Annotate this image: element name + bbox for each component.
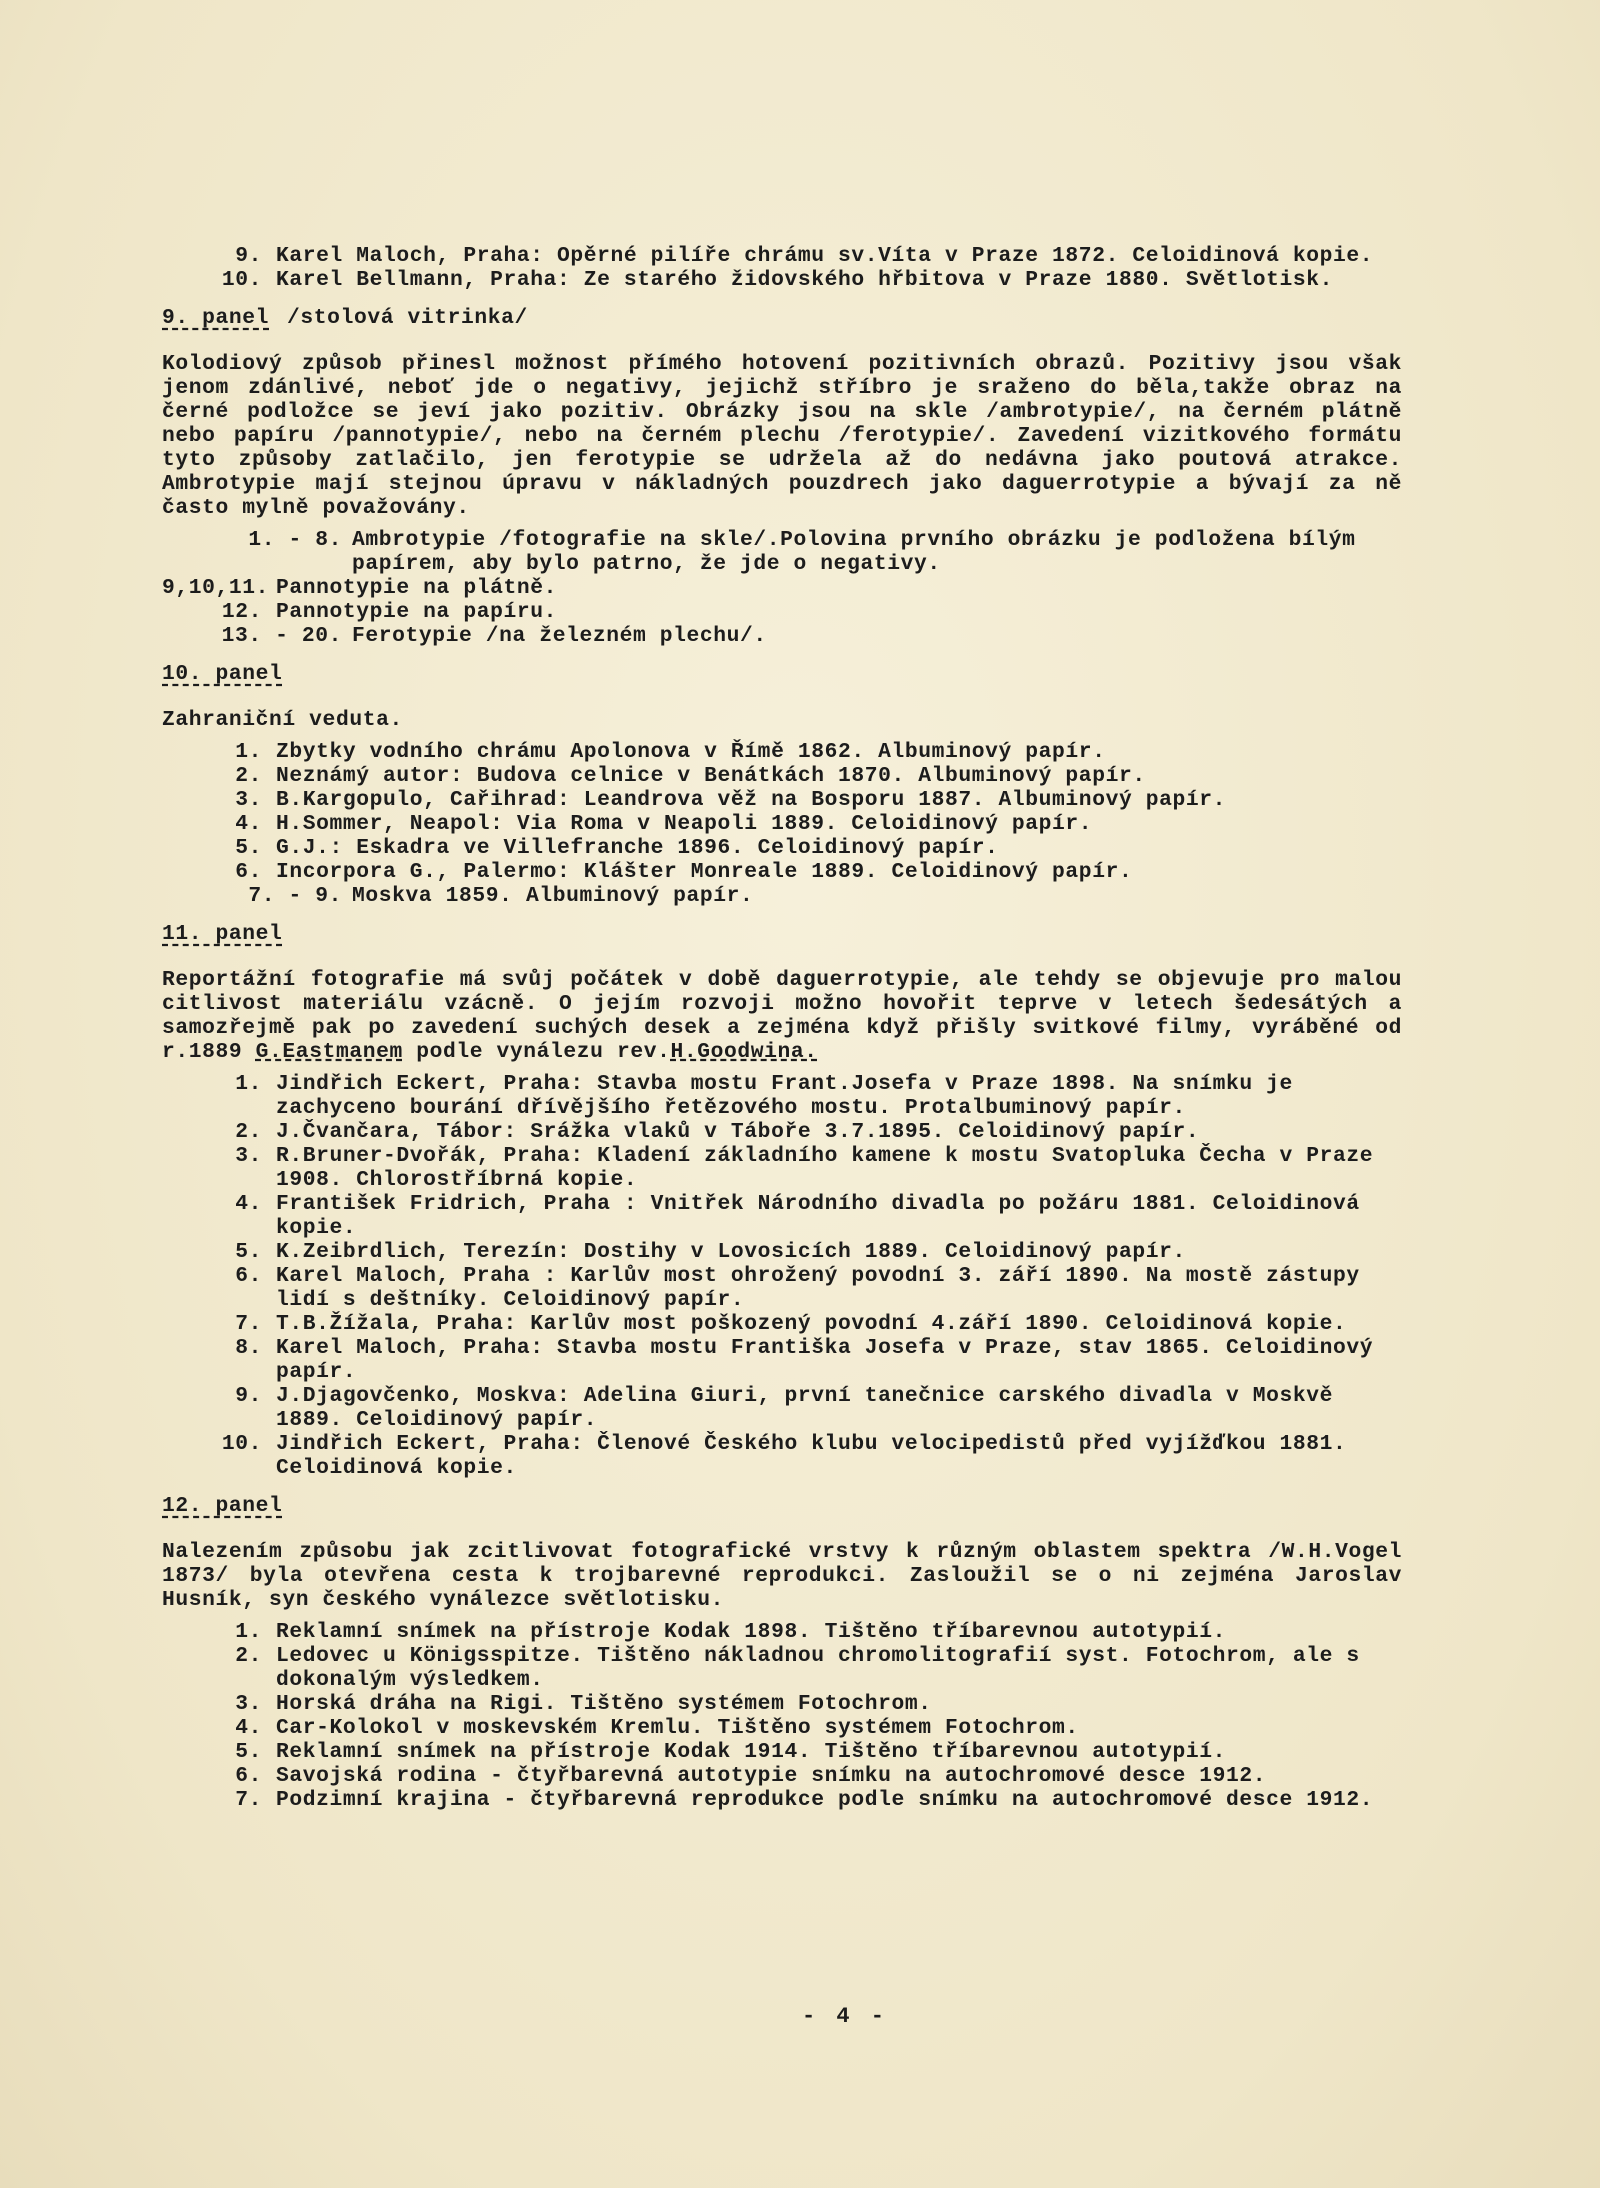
item-number: 8. (235, 1336, 262, 1360)
item-number: 10. (221, 1432, 262, 1456)
list-item (162, 1120, 1402, 1144)
item-text: Jindřich Eckert, Praha: Členové Českého klubu velocipedistů před vyjížďkou 1881. Celoidinová kopie. (276, 1432, 1347, 1480)
panel-12-list (162, 1620, 1402, 1812)
item-number: 13. - 20. (221, 624, 342, 648)
item-number: 2. (235, 1120, 262, 1144)
item-number: 10. (221, 268, 262, 292)
panel-12-heading: 12. panel (162, 1494, 283, 1518)
item-number: 7. - 9. (248, 884, 342, 908)
item-text: František Fridrich, Praha : Vnitřek Národního divadla po požáru 1881. Celoidinová kopie. (276, 1192, 1360, 1240)
item-text: Neznámý autor: Budova celnice v Benátkách 1870. Albuminový papír. (276, 764, 1146, 788)
item-number: 6. (235, 1264, 262, 1288)
item-text: Pannotypie na plátně. (276, 576, 557, 600)
item-text: Ferotypie /na železném plechu/. (352, 624, 767, 648)
item-number: 3. (235, 788, 262, 812)
list-item (162, 244, 1402, 268)
goodwin-name: H.Goodwina. (670, 1040, 818, 1064)
list-item (162, 884, 1402, 908)
item-number: 7. (235, 1312, 262, 1336)
item-text: Jindřich Eckert, Praha: Stavba mostu Frant.Josefa v Praze 1898. Na snímku je zachyceno bourání dřívějšího řetězového mostu. Protalbuminový papír. (276, 1072, 1293, 1120)
list-item (162, 1716, 1402, 1740)
item-number: 4. (235, 1192, 262, 1216)
item-number: 1. (235, 1620, 262, 1644)
item-number: 3. (235, 1692, 262, 1716)
item-number: 1. (235, 740, 262, 764)
list-item (162, 528, 1402, 576)
list-item (162, 788, 1402, 812)
paragraph-text: podle vynálezu rev. (402, 1040, 671, 1064)
list-item (162, 740, 1402, 764)
list-item (162, 1240, 1402, 1264)
list-item (162, 1740, 1402, 1764)
item-text: B.Kargopulo, Cařihrad: Leandrova věž na Bosporu 1887. Albuminový papír. (276, 788, 1226, 812)
item-text: Karel Maloch, Praha: Stavba mostu Františka Josefa v Praze, stav 1865. Celoidinový papír. (276, 1336, 1374, 1384)
panel-9-heading (162, 306, 1402, 330)
item-number: 4. (235, 812, 262, 836)
panel-10-heading: 10. panel (162, 662, 283, 686)
item-number: 2. (235, 764, 262, 788)
panel-10-intro: Zahraniční veduta. (162, 708, 403, 732)
item-text: Moskva 1859. Albuminový papír. (352, 884, 754, 908)
item-number: 1. - 8. (248, 528, 342, 552)
list-item (162, 1432, 1402, 1480)
panel-9-list (162, 528, 1402, 648)
item-number: 9,10,11. (162, 576, 270, 600)
item-text: Podzimní krajina - čtyřbarevná reprodukce podle snímku na autochromové desce 1912. (276, 1788, 1374, 1812)
item-number: 5. (235, 1740, 262, 1764)
list-item (162, 1384, 1402, 1432)
item-number: 5. (235, 836, 262, 860)
item-text: G.J.: Eskadra ve Villefranche 1896. Celoidinový papír. (276, 836, 999, 860)
list-item (162, 860, 1402, 884)
list-item (162, 1336, 1402, 1384)
item-text: Ledovec u Königsspitze. Tištěno nákladnou chromolitografií syst. Fotochrom, ale s dokonalým výsledkem. (276, 1644, 1360, 1692)
item-text: Karel Bellmann, Praha: Ze starého židovského hřbitova v Praze 1880. Světlotisk. (276, 268, 1334, 292)
item-text: Karel Maloch, Praha : Karlův most ohrožený povodní 3. září 1890. Na mostě zástupy lidí s deštníky. Celoidinový papír. (276, 1264, 1360, 1312)
eastman-name: G.Eastmanem (255, 1040, 403, 1064)
item-number: 9. (235, 244, 262, 268)
item-text: K.Zeibrdlich, Terezín: Dostihy v Lovosicích 1889. Celoidinový papír. (276, 1240, 1186, 1264)
item-number: 7. (235, 1788, 262, 1812)
page-content (162, 244, 1402, 1812)
list-item (162, 1692, 1402, 1716)
item-number: 5. (235, 1240, 262, 1264)
item-number: 3. (235, 1144, 262, 1168)
list-top (162, 244, 1402, 292)
item-number: 6. (235, 1764, 262, 1788)
item-text: R.Bruner-Dvořák, Praha: Kladení základního kamene k mostu Svatopluka Čecha v Praze 1908. Chlorostříbrná kopie. (276, 1144, 1374, 1192)
item-number: 6. (235, 860, 262, 884)
panel-9-title: 9. panel (162, 306, 270, 330)
list-item (162, 1312, 1402, 1336)
panel-12-paragraph: Nalezením způsobu jak zcitlivovat fotografické vrstvy k různým oblastem spektra /W.H.Vogel 1873/ byla otevřena cesta k trojbarevné reprodukci. Zasloužil se o ni zejména Jaroslav Husník, syn českého vynálezce světlotisku. (162, 1540, 1402, 1612)
list-item (162, 1072, 1402, 1120)
list-item (162, 764, 1402, 788)
panel-11-heading: 11. panel (162, 922, 283, 946)
list-item (162, 576, 1402, 600)
list-item (162, 1192, 1402, 1240)
list-item (162, 600, 1402, 624)
item-number: 4. (235, 1716, 262, 1740)
item-text: H.Sommer, Neapol: Via Roma v Neapoli 1889. Celoidinový papír. (276, 812, 1093, 836)
panel-9-subtitle: /stolová vitrinka/ (287, 306, 528, 330)
list-item (162, 624, 1402, 648)
item-number: 2. (235, 1644, 262, 1668)
item-number: 12. (221, 600, 262, 624)
item-text: Incorpora G., Palermo: Klášter Monreale 1889. Celoidinový papír. (276, 860, 1133, 884)
paragraph-text: Reportážní fotografie má svůj počátek v době daguerrotypie, ale tehdy se objevuje pro malou citlivost materiálu vzácně. O jejím rozvoji možno hovořit teprve v letech šedesátých a samozřejmě pak po zavedení suchých desek a zejména když přišly svitkové filmy, vyráběné od r.1889 (162, 968, 1402, 1064)
item-number: 1. (235, 1072, 262, 1096)
item-text: Zbytky vodního chrámu Apolonova v Římě 1862. Albuminový papír. (276, 740, 1106, 764)
item-text: Reklamní snímek na přístroje Kodak 1898. Tištěno tříbarevnou autotypií. (276, 1620, 1226, 1644)
item-text: Ambrotypie /fotografie na skle/.Polovina prvního obrázku je podložena bílým papírem, aby bylo patrno, že jde o negativy. (352, 528, 1356, 576)
item-text: Horská dráha na Rigi. Tištěno systémem Fotochrom. (276, 1692, 932, 1716)
list-item (162, 1620, 1402, 1644)
item-text: Car-Kolokol v moskevském Kremlu. Tištěno systémem Fotochrom. (276, 1716, 1079, 1740)
list-item (162, 1788, 1402, 1812)
item-text: T.B.Žížala, Praha: Karlův most poškozený povodní 4.září 1890. Celoidinová kopie. (276, 1312, 1347, 1336)
list-item (162, 268, 1402, 292)
list-item (162, 836, 1402, 860)
item-text: Karel Maloch, Praha: Opěrné pilíře chrámu sv.Víta v Praze 1872. Celoidinová kopie. (276, 244, 1374, 268)
page-number: - 4 - (801, 2004, 888, 2029)
item-text: J.Čvančara, Tábor: Srážka vlaků v Táboře 3.7.1895. Celoidinový papír. (276, 1120, 1200, 1144)
panel-9-paragraph: Kolodiový způsob přinesl možnost přímého hotovení pozitivních obrazů. Pozitivy jsou však jenom zdánlivé, neboť jde o negativy, jejichž stříbro je sraženo do běla,takže obraz na černé podložce se jeví jako pozitiv. Obrázky jsou na skle /ambrotypie/, na černém plátně nebo papíru /pannotypie/, nebo na černém plechu /ferotypie/. Zavedení vizitkového formátu tyto způsoby zatlačilo, jen ferotypie se udržela až do nedávna jako poutová atrakce. Ambrotypie mají stejnou úpravu v nákladných pouzdrech jako daguerrotypie a bývají za ně často mylně považovány. (162, 352, 1402, 520)
list-item (162, 1264, 1402, 1312)
item-text: Reklamní snímek na přístroje Kodak 1914. Tištěno tříbarevnou autotypií. (276, 1740, 1226, 1764)
list-item (162, 1764, 1402, 1788)
panel-10-list (162, 740, 1402, 908)
panel-11-list (162, 1072, 1402, 1480)
list-item (162, 1144, 1402, 1192)
list-item (162, 812, 1402, 836)
item-text: Savojská rodina - čtyřbarevná autotypie snímku na autochromové desce 1912. (276, 1764, 1267, 1788)
item-text: J.Djagovčenko, Moskva: Adelina Giuri, první tanečnice carského divadla v Moskvě 1889. Celoidinový papír. (276, 1384, 1334, 1432)
list-item (162, 1644, 1402, 1692)
item-number: 9. (235, 1384, 262, 1408)
panel-11-paragraph (162, 968, 1402, 1064)
item-text: Pannotypie na papíru. (276, 600, 557, 624)
